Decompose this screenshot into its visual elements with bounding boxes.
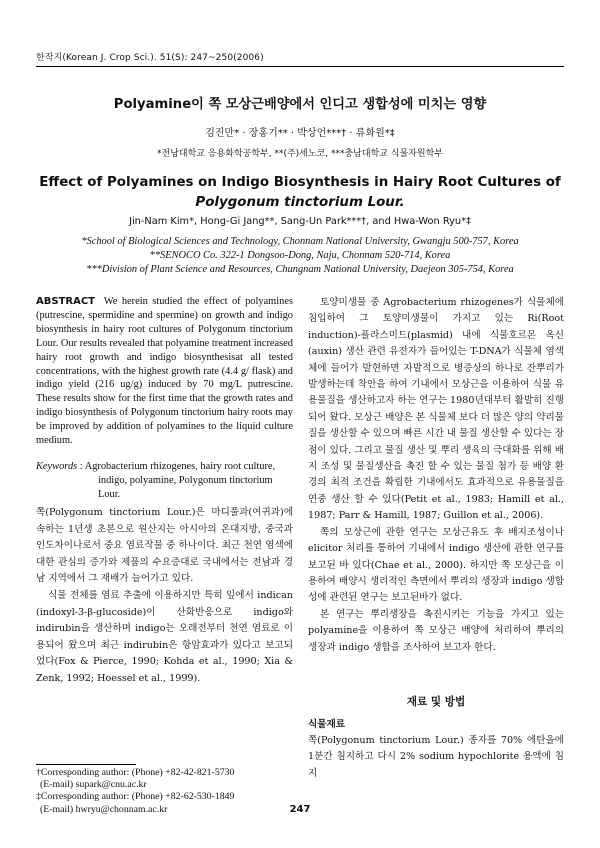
right-column-body [308, 295, 564, 656]
intro-paragraph-3: 토양미생물 중 Agrobacterium rhizogenes가 식물체에 침입하여 그 토양미생물이 가지고 있는 Ri(Root induction)-플라스미드(plasmid) 내에 식물호르몬 옥신(auxin) 생산 관련 유전자가 들어있는 T-DNA가 식물체 염색체에 들어가 발현하면 자발적으로 병증상의 하나로 잔뿌리가 발생하는데 착안을 하여 기내에서 모상근을 이용하여 식물 유용물질을 생산하고자 하는 연구는 1980년대부터 활발히 진행되어 왔다. 모상근 배양은 본 식물체 보다 더 많은 양의 약리물질을 생산할 수 있으며 빠른 시간 내 물질 생산할 수 있다는 장점이 있다. 그리고 물질 생산 및 뿌리 생육의 극대화를 위해 배지 조성 및 물질생산을 촉진 할 수 있는 물질 첨가 등 배양 환경의 최적 조건을 확립한 기내에서도 효과적으로 유용물질을 연중 생산 할 수 있다(Petit et al., 1983; Hamill et al., 1987; Parr & Hamill, 1987; Guillon et al., 2006). [308, 297, 564, 522]
subsection-heading-plant-material: 식물재료 [308, 719, 346, 730]
korean-title: Polyamine이 쪽 모상근배양에서 인디고 생합성에 미치는 영향 [113, 97, 487, 112]
intro-paragraph-5: 본 연구는 뿌리생장을 촉진시키는 기능을 가지고 있는 polyamine을 이용하여 쪽 모상근 배양에 처리하여 뿌리의 생장과 indigo 생합을 조사하여 보고자 한다. [308, 608, 564, 653]
abstract [36, 295, 293, 448]
english-title-line1: Effect of Polyamines on Indigo Biosynthesis in Hairy Root Cultures of [39, 175, 561, 190]
abstract-text: We herein studied the effect of polyamines (putrescine, spermidine and spermine) on growth and indigo biosynthesis in hairy root cultures of Polygonum tinctorium Lour. Our results revealed that polyamine treatment increased hairy root growth and indigo biosynthesisat all tested concentrations, with the highest growth rate (4.4 g/ flask) and indigo yield (216 ug/g) induced by 70 mg/L putrescine. These results show for the first time that the growth rates and indigo biosynthesis of Polygonum tinctorium hairy roots may be improved by addition of polyamines to the liquid culture medium. [36, 296, 293, 447]
section-heading-methods: 재료 및 방법 [406, 696, 466, 708]
left-column-body [36, 505, 293, 688]
header-rule [36, 66, 564, 67]
affiliation-1: *School of Biological Sciences and Technology, Chonnam National University, Gwangju 500-757, Korea [81, 236, 519, 247]
intro-paragraph-4: 쪽의 모상근에 관한 연구는 모상근유도 후 배지조성이나 elicitor 처리를 통하여 기내에서 indigo 생산에 관한 연구를 보고된 바 있다(Chae et al., 2000). 하지만 쪽 모상근을 이용하여 배양시 생리적인 측면에서 뿌리의 생장과 indigo 생합성에 관련된 연구는 보고된바가 없다. [308, 526, 564, 604]
page-number: 247 [289, 804, 311, 815]
journal-citation: 한작지(Korean J. Crop Sci.). 51(S): 247~250(2006) [36, 53, 264, 63]
materials-paragraph: 쪽(Polygonum tinctorium Lour.) 종자를 70% 에탄올에 1분간 침지하고 다시 2% sodium hypochlorite 용액에 침지 [308, 735, 564, 779]
keywords [36, 460, 293, 502]
keywords-line1: : Agrobacterium rhizogenes, hairy root culture, [79, 461, 276, 472]
affiliation-2: **SENOCO Co. 322-1 Dongsoo-Dong, Naju, Chonnam 520-714, Korea [149, 250, 451, 261]
abstract-heading: ABSTRACT [36, 296, 95, 307]
english-title-line2: Polygonum tinctorium Lour. [195, 195, 405, 210]
korean-authors: 김진만* · 장홍기** · 박상언***† · 류화원*‡ [205, 128, 395, 139]
affiliation-3: ***Division of Plant Science and Resources, Chungnam National University, Daejeon 305-754, Korea [86, 264, 514, 275]
footnote-rule [36, 764, 136, 765]
footnote-line: ‡Corresponding author: (Phone) +82-62-530-1849 [36, 791, 235, 803]
keywords-line2: indigo, polyamine, Polygonum tinctorium Lour. [98, 474, 273, 500]
english-authors: Jin-Nam Kim*, Hong-Gi Jang**, Sang-Un Park***†, and Hwa-Won Ryu*‡ [129, 216, 471, 227]
intro-paragraph-2: 식물 전체를 염료 추출에 이용하지만 특히 잎에서 indican (indoxyl-3-β-glucoside)이 산화반응으로 indigo와 indirubin을 생산하며 indigo는 오래전부터 천연 염료로 이용되어 왔으며 최근 indirubin은 항암효과가 있다고 보고되었다(Fox & Pierce, 1990; Kohda et al., 1990; Xia & Zenk, 1992; Hoessel et al., 1999). [36, 589, 293, 684]
english-title [0, 173, 600, 213]
korean-affiliations: *전남대학교 응용화학공학부, **(주)세노코, ***충남대학교 식물자원학부 [157, 149, 443, 159]
keywords-label: Keywords [36, 461, 78, 472]
footnote-line: (E-mail) hwryu@chonnam.ac.kr [40, 803, 168, 815]
footnote-line: (E-mail) supark@cnu.ac.kr [40, 779, 147, 791]
intro-paragraph-1: 쪽(Polygonum tinctorium Lour.)은 마디풀과(여귀과)에 속하는 1년생 초본으로 원산지는 아시아의 온대지방, 중국과 인도차이나로서 중요 염료작물 중 하나이다. 최근 천연 염색에 대한 관심의 증가와 제품의 수요증대로 국내에서는 전남과 경남 지역에서 그 재배가 늘어가고 있다. [36, 507, 293, 585]
footnote-line: †Corresponding author: (Phone) +82-42-821-5730 [36, 767, 235, 778]
